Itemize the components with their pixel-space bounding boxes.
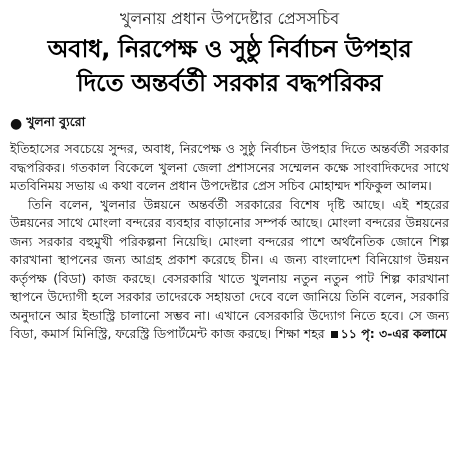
jump-reference-text: ১১ পৃ: ৩-এর কলামে bbox=[340, 326, 447, 341]
square-bullet-icon bbox=[331, 331, 338, 338]
headline-line-1: অবাধ, নিরপেক্ষ ও সুষ্ঠু নির্বাচন উপহার bbox=[47, 35, 412, 63]
byline bbox=[10, 114, 449, 134]
article-headline bbox=[10, 32, 449, 100]
paragraph-1: ইতিহাসের সবচেয়ে সুন্দর, অবাধ, নিরপেক্ষ ও সুষ্ঠু নির্বাচন উপহার দিতে অন্তর্বর্তী সরকার বদ্ধপরিকর। গতকাল বিকেলে খুলনা জেলা প্রশাসনের সম্মেলন কক্ষে সাংবাদিকদের সাথে মতবিনিময় সভায় এ কথা বলেন প্রধান উপদেষ্টার প্রেস সচিব মোহাম্মদ শফিকুল আলম। bbox=[10, 141, 449, 193]
paragraph-2 bbox=[10, 196, 449, 344]
headline-line-2: দিতে অন্তর্বর্তী সরকার বদ্ধপরিকর bbox=[76, 69, 383, 97]
jump-reference[interactable] bbox=[329, 326, 447, 341]
article-kicker: খুলনায় প্রধান উপদেষ্টার প্রেসসচিব bbox=[119, 9, 340, 28]
article-body bbox=[10, 140, 449, 344]
bullet-icon: ● bbox=[10, 116, 23, 132]
byline-text: খুলনা ব্যুরো bbox=[26, 114, 86, 129]
paragraph-2-text: তিনি বলেন, খুলনার উন্নয়নে অন্তর্বর্তী সরকারের বিশেষ দৃষ্টি আছে। এই শহরের উন্নয়নের সাথে মোংলা বন্দরের ব্যবহার বাড়ানোর সম্পর্ক আছে। মোংলা বন্দরের উন্নয়নের জন্য সরকার বহুমুখী পরিকল্পনা নিয়েছি। মোংলা বন্দরের পাশে অর্থনৈতিক জোনে শিল্প কারখানা স্থাপনের জন্য আগ্রহ প্রকাশ করেছে চীন। এ জন্য বাংলাদেশ বিনিয়োগ উন্নয়ন কর্তৃপক্ষ (বিডা) কাজ করছে। বেসরকারি খাতে খুলনায় নতুন নতুন পাট শিল্প কারখানা স্থাপনে উদ্যোগী হলে সরকার তাদেরকে সহায়তা দেবে বলে জানিয়ে তিনি বলেন, সরকারি অনুদানে আর ইন্ডাস্ট্রি চালানো সম্ভব না। এখানে বেসরকারি উদ্যোগ নিতে হবে। সে জন্য বিডা, কমার্স মিনিস্ট্রি, ফরেস্ট্রি ডিপার্টমেন্ট কাজ করছে। শিক্ষা শহর bbox=[10, 196, 449, 341]
